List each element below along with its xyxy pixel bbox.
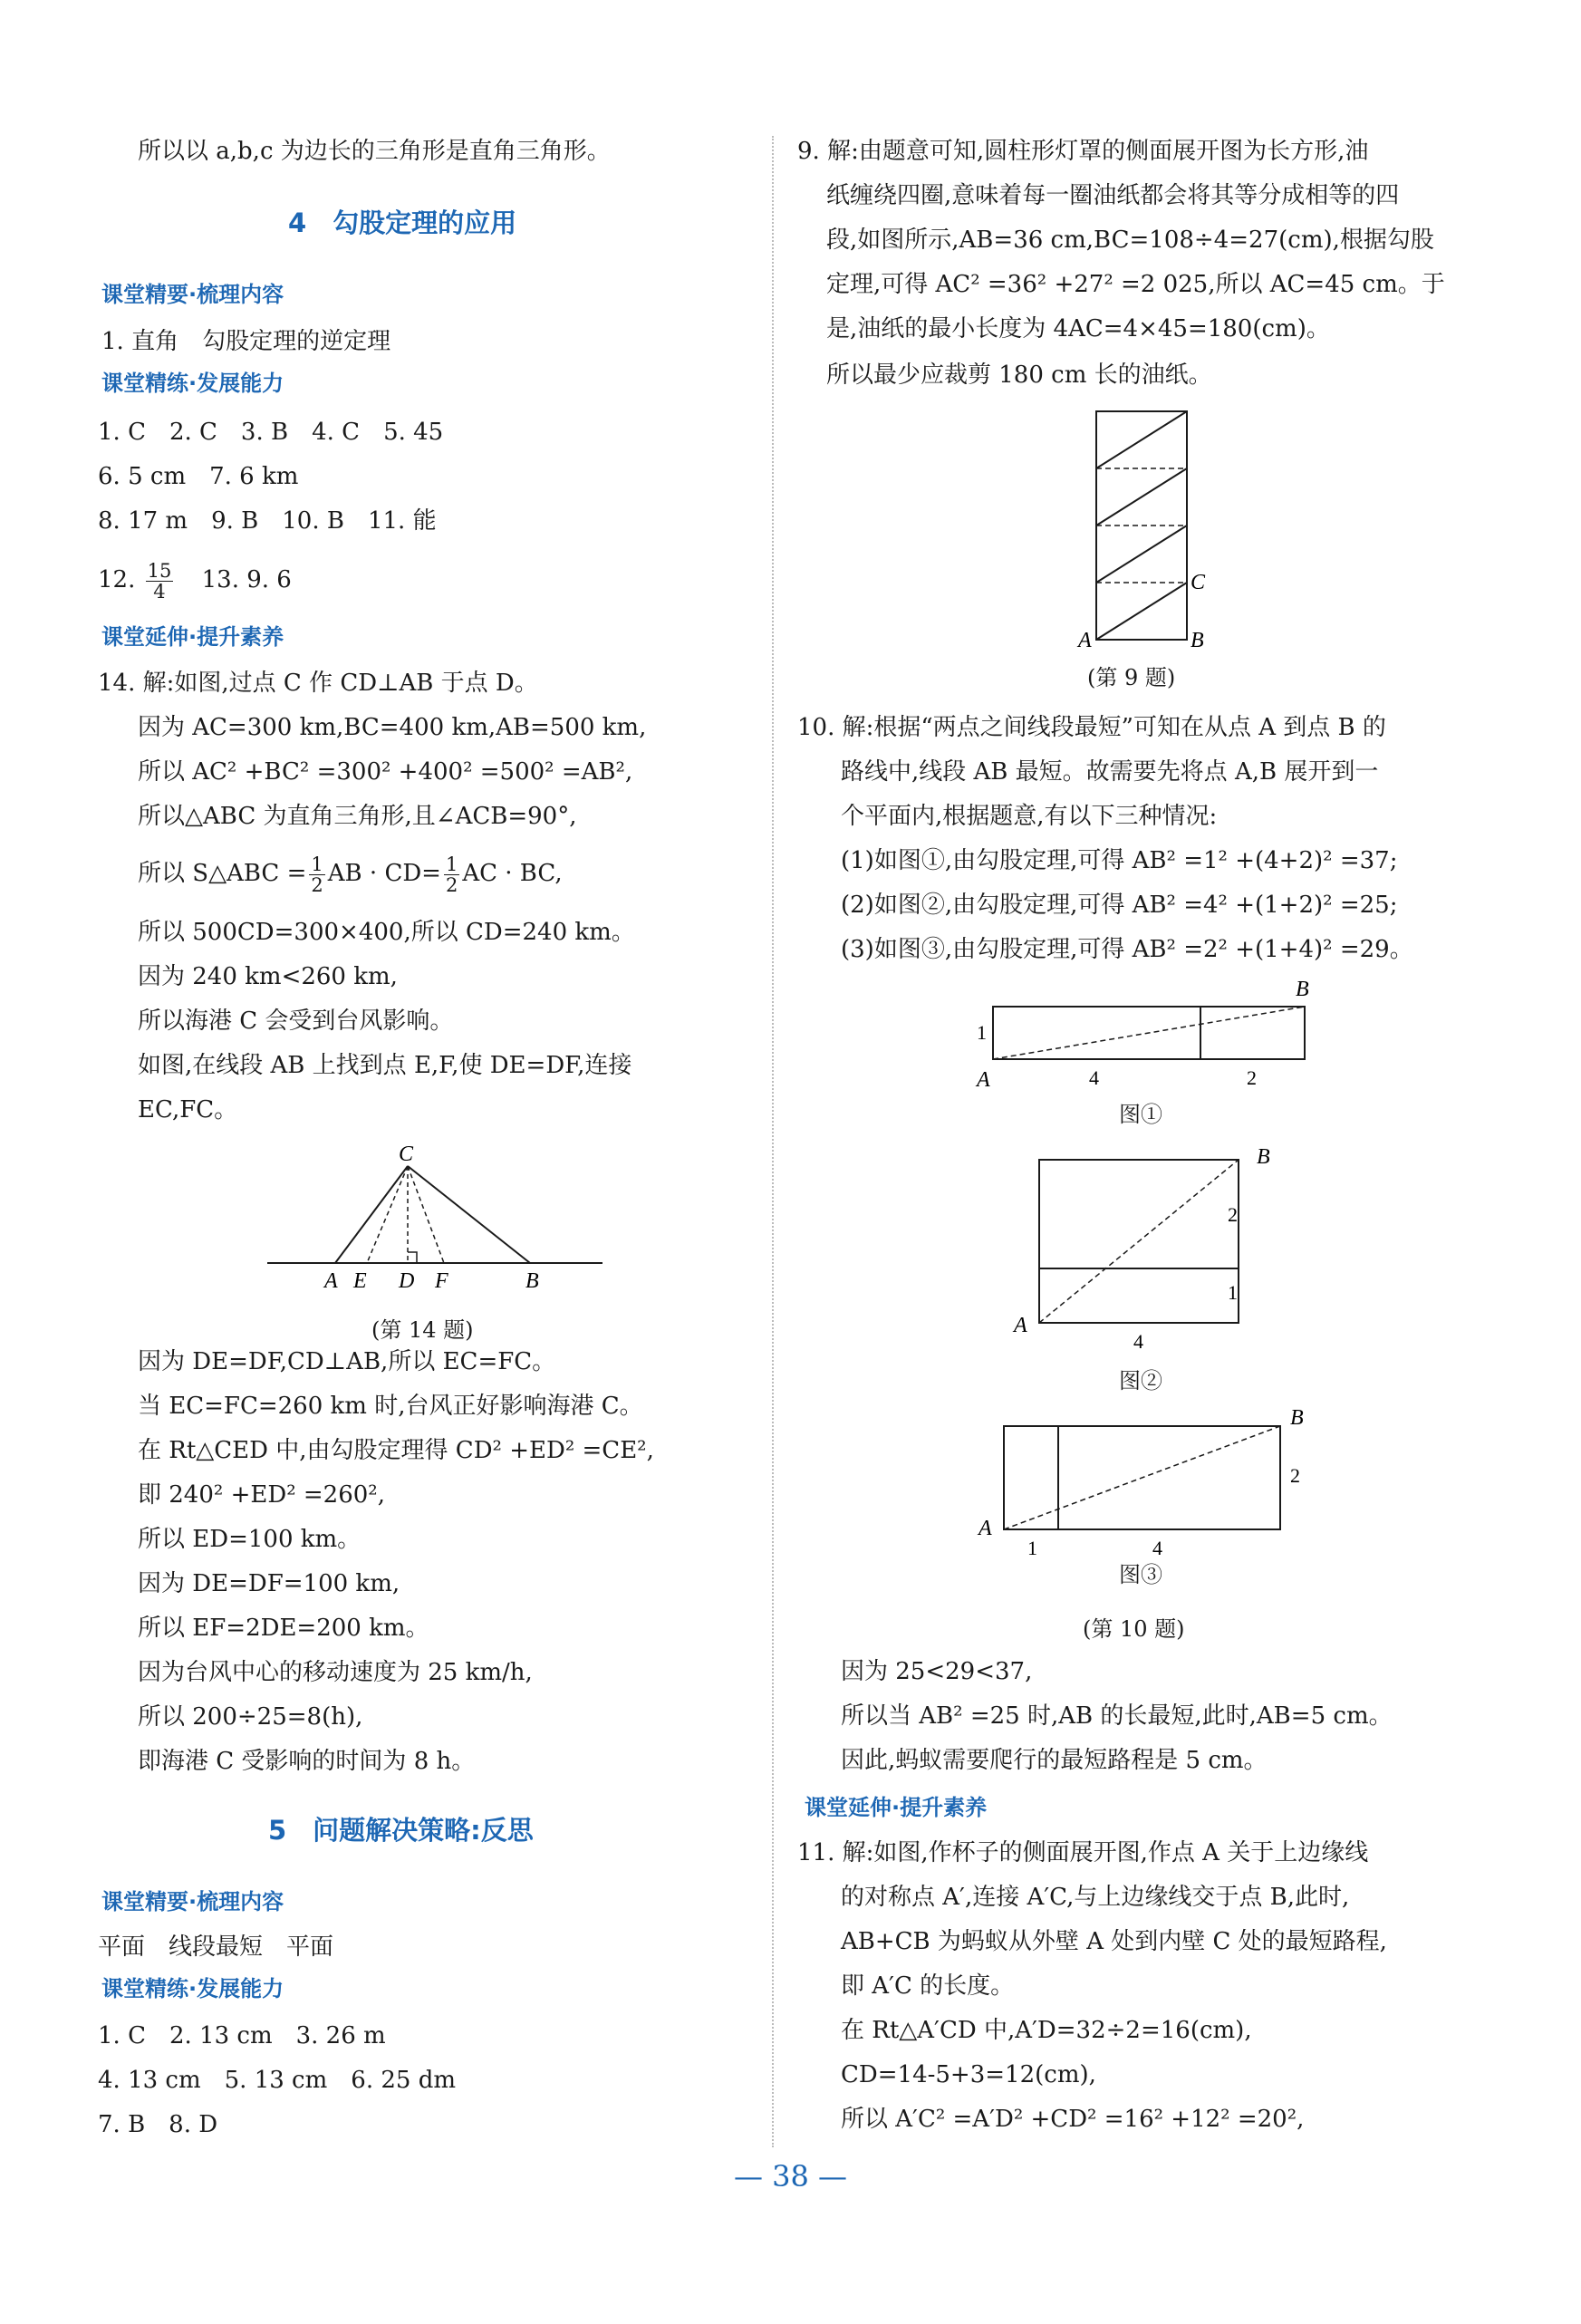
fraction-numerator: 15 (147, 559, 172, 582)
section-title-4: 4 勾股定理的应用 (288, 207, 517, 238)
label-f: F (435, 1269, 448, 1293)
subheading: 课堂精要·梳理内容 (101, 282, 284, 307)
q13-answer: 13. 9. 6 (201, 566, 292, 593)
figure-10-3 (968, 1403, 1321, 1561)
label-a: A (978, 1517, 992, 1540)
label-b: B (1296, 978, 1309, 1001)
text-line: 当 EC=FC=260 km 时,台风正好影响海港 C。 (138, 1393, 643, 1420)
figure-10-2 (1001, 1143, 1273, 1354)
text-line: 在 Rt△CED 中,由勾股定理得 CD² +ED² =CE², (138, 1437, 654, 1464)
dim-2: 2 (1228, 1203, 1238, 1226)
text-line: 因此,蚂蚁需要爬行的最短路程是 5 cm。 (841, 1747, 1268, 1774)
text-line: 11. 解:如图,作杯子的侧面展开图,作点 A 关于上边缘线 (797, 1839, 1369, 1866)
fraction-denominator: 4 (153, 580, 166, 603)
text-line: 个平面内,根据题意,有以下三种情况: (841, 803, 1218, 830)
text-line: 即 A′C 的长度。 (841, 1972, 1015, 2000)
fraction-denominator: 2 (311, 873, 323, 896)
column-divider (772, 136, 774, 2147)
label-b: B (525, 1269, 539, 1293)
label-c: C (1191, 571, 1206, 594)
figure-10-3-caption: 图③ (1119, 1562, 1162, 1587)
answer-line: 7. B 8. D (98, 2111, 218, 2138)
text-line: 路线中,线段 AB 最短。故需要先将点 A,B 展开到一 (841, 758, 1379, 786)
text-line: 因为 DE=DF,CD⊥AB,所以 EC=FC。 (138, 1348, 556, 1375)
area-formula-part: AC · BC, (462, 860, 563, 887)
segment-ac (335, 1166, 408, 1263)
answer-line: 1. 直角 勾股定理的逆定理 (101, 328, 391, 355)
figure-10-2-caption: 图② (1119, 1368, 1162, 1393)
text-line: 段,如图所示,AB=36 cm,BC=108÷4=27(cm),根据勾股 (826, 227, 1434, 254)
text-line: 所以 500CD=300×400,所以 CD=240 km。 (138, 919, 635, 946)
text-line: 所以当 AB² =25 时,AB 的长最短,此时,AB=5 cm。 (841, 1702, 1393, 1730)
label-a: A (1014, 1314, 1027, 1337)
text-line: 即海港 C 受影响的时间为 8 h。 (138, 1748, 476, 1775)
path-ab (1039, 1160, 1239, 1323)
text-line: 所以 ED=100 km。 (138, 1526, 362, 1553)
text-line: 所以海港 C 会受到台风影响。 (138, 1008, 454, 1035)
path-ab (993, 1007, 1305, 1059)
label-a: A (1078, 629, 1092, 652)
paper-strip-2 (1096, 468, 1187, 526)
text-line: 因为 25<29<37, (841, 1658, 1033, 1685)
text-line: 纸缠绕四圈,意味着每一圈油纸都会将其等分成相等的四 (826, 182, 1400, 209)
text-line: (1)如图①,由勾股定理,可得 AB² =1² +(4+2)² =37; (841, 847, 1398, 874)
paper-strip-1 (1096, 411, 1187, 468)
text-line: 是,油纸的最小长度为 4AC=4×45=180(cm)。 (826, 315, 1330, 342)
fraction-numerator: 1 (311, 853, 323, 875)
text-line: 因为台风中心的移动速度为 25 km/h, (138, 1659, 533, 1686)
dim-1: 1 (1228, 1281, 1238, 1304)
dim-4: 4 (1152, 1537, 1162, 1559)
text-line: 9. 解:由题意可知,圆柱形灯罩的侧面展开图为长方形,油 (797, 138, 1369, 165)
label-a: A (324, 1269, 338, 1293)
figure-10-1 (960, 974, 1323, 1092)
text-line: 所以最少应裁剪 180 cm 长的油纸。 (826, 362, 1212, 389)
text-line: 在 Rt△A′CD 中,A′D=32÷2=16(cm), (841, 2017, 1252, 2044)
figure-10-1-caption: 图① (1119, 1102, 1162, 1127)
dim-2: 2 (1247, 1066, 1257, 1089)
dim-2: 2 (1290, 1464, 1300, 1487)
answer-line: 1. C 2. 13 cm 3. 26 m (98, 2022, 386, 2049)
area-formula-part: AB · CD= (327, 860, 441, 887)
label-d: D (399, 1269, 415, 1293)
figure-9-lampshade (1069, 406, 1214, 660)
text-line: 所以 EF=2DE=200 km。 (138, 1615, 429, 1642)
text-line: (3)如图③,由勾股定理,可得 AB² =2² +(1+4)² =29。 (841, 936, 1413, 963)
label-b: B (1257, 1145, 1270, 1169)
fraction-half (309, 854, 324, 895)
answer-line: 平面 线段最短 平面 (98, 1933, 334, 1961)
text-line: 即 240² +ED² =260², (138, 1481, 385, 1509)
figure-9-caption: (第 9 题) (1087, 665, 1176, 690)
label-b: B (1191, 629, 1204, 652)
subheading: 课堂精练·发展能力 (101, 1976, 284, 2001)
dim-4: 4 (1133, 1330, 1143, 1353)
text-line: 所以△ABC 为直角三角形,且∠ACB=90°, (138, 803, 577, 830)
fraction-15-4 (146, 561, 174, 602)
dim-4: 4 (1089, 1066, 1099, 1089)
answer-line: 6. 5 cm 7. 6 km (98, 463, 299, 490)
text-line: 所以 200÷25=8(h), (138, 1703, 363, 1731)
text-line: 因为 DE=DF=100 km, (138, 1570, 400, 1597)
text-line: 所以 AC² +BC² =300² +400² =500² =AB², (138, 758, 633, 786)
text-line: CD=14-5+3=12(cm), (841, 2061, 1096, 2088)
fraction-half (444, 854, 459, 895)
text-line: 如图,在线段 AB 上找到点 E,F,使 DE=DF,连接 (138, 1052, 632, 1079)
answer-line: 8. 17 m 9. B 10. B 11. 能 (98, 507, 437, 535)
fraction-numerator: 1 (445, 853, 458, 875)
figure-14-caption: (第 14 题) (371, 1317, 474, 1343)
text-line: 10. 解:根据“两点之间线段最短”可知在从点 A 到点 B 的 (797, 714, 1386, 741)
text-line: 所以以 a,b,c 为边长的三角形是直角三角形。 (138, 138, 611, 165)
text-line: 定理,可得 AC² =36² +27² =2 025,所以 AC=45 cm。于 (826, 271, 1445, 298)
text-line: 因为 AC=300 km,BC=400 km,AB=500 km, (138, 714, 647, 741)
figure-10-caption: (第 10 题) (1083, 1616, 1185, 1642)
text-line: (2)如图②,由勾股定理,可得 AB² =4² +(1+2)² =25; (841, 892, 1398, 919)
text-line: 所以 A′C² =A′D² +CD² =16² +12² =20², (841, 2106, 1305, 2133)
subheading: 课堂精练·发展能力 (101, 371, 284, 396)
fraction-denominator: 2 (445, 873, 458, 896)
label-e: E (353, 1269, 367, 1293)
section-title-5: 5 问题解决策略:反思 (268, 1815, 534, 1846)
answer-line-fraction (98, 554, 292, 605)
subheading: 课堂延伸·提升素养 (101, 624, 284, 650)
paper-strip-4 (1096, 583, 1187, 640)
area-formula-part: 所以 S△ABC = (138, 860, 307, 887)
label-b: B (1290, 1406, 1304, 1430)
segment-ce (367, 1166, 408, 1263)
path-ab (1004, 1426, 1280, 1529)
paper-strip-3 (1096, 526, 1187, 583)
text-line: 的对称点 A′,连接 A′C,与上边缘线交于点 B,此时, (841, 1884, 1350, 1911)
subheading: 课堂精要·梳理内容 (101, 1889, 284, 1914)
area-formula-line (138, 848, 563, 899)
label-c: C (399, 1143, 414, 1166)
text-line: AB+CB 为蚂蚁从外壁 A 处到内壁 C 处的最短路程, (841, 1928, 1387, 1955)
answer-line: 4. 13 cm 5. 13 cm 6. 25 dm (98, 2067, 456, 2094)
subheading: 课堂延伸·提升素养 (805, 1795, 988, 1820)
dim-1: 1 (1027, 1537, 1037, 1559)
label-a: A (977, 1068, 990, 1092)
figure-14-triangle (263, 1137, 607, 1300)
page-number: — 38 — (733, 2159, 848, 2194)
answer-line: 1. C 2. C 3. B 4. C 5. 45 (98, 419, 444, 446)
text-line: 因为 240 km<260 km, (138, 963, 398, 990)
text-line: 14. 解:如图,过点 C 作 CD⊥AB 于点 D。 (98, 670, 538, 697)
right-angle-mark (408, 1252, 417, 1263)
dim-1: 1 (977, 1021, 987, 1044)
text-line: EC,FC。 (138, 1096, 238, 1123)
q12-number: 12. (98, 566, 136, 593)
